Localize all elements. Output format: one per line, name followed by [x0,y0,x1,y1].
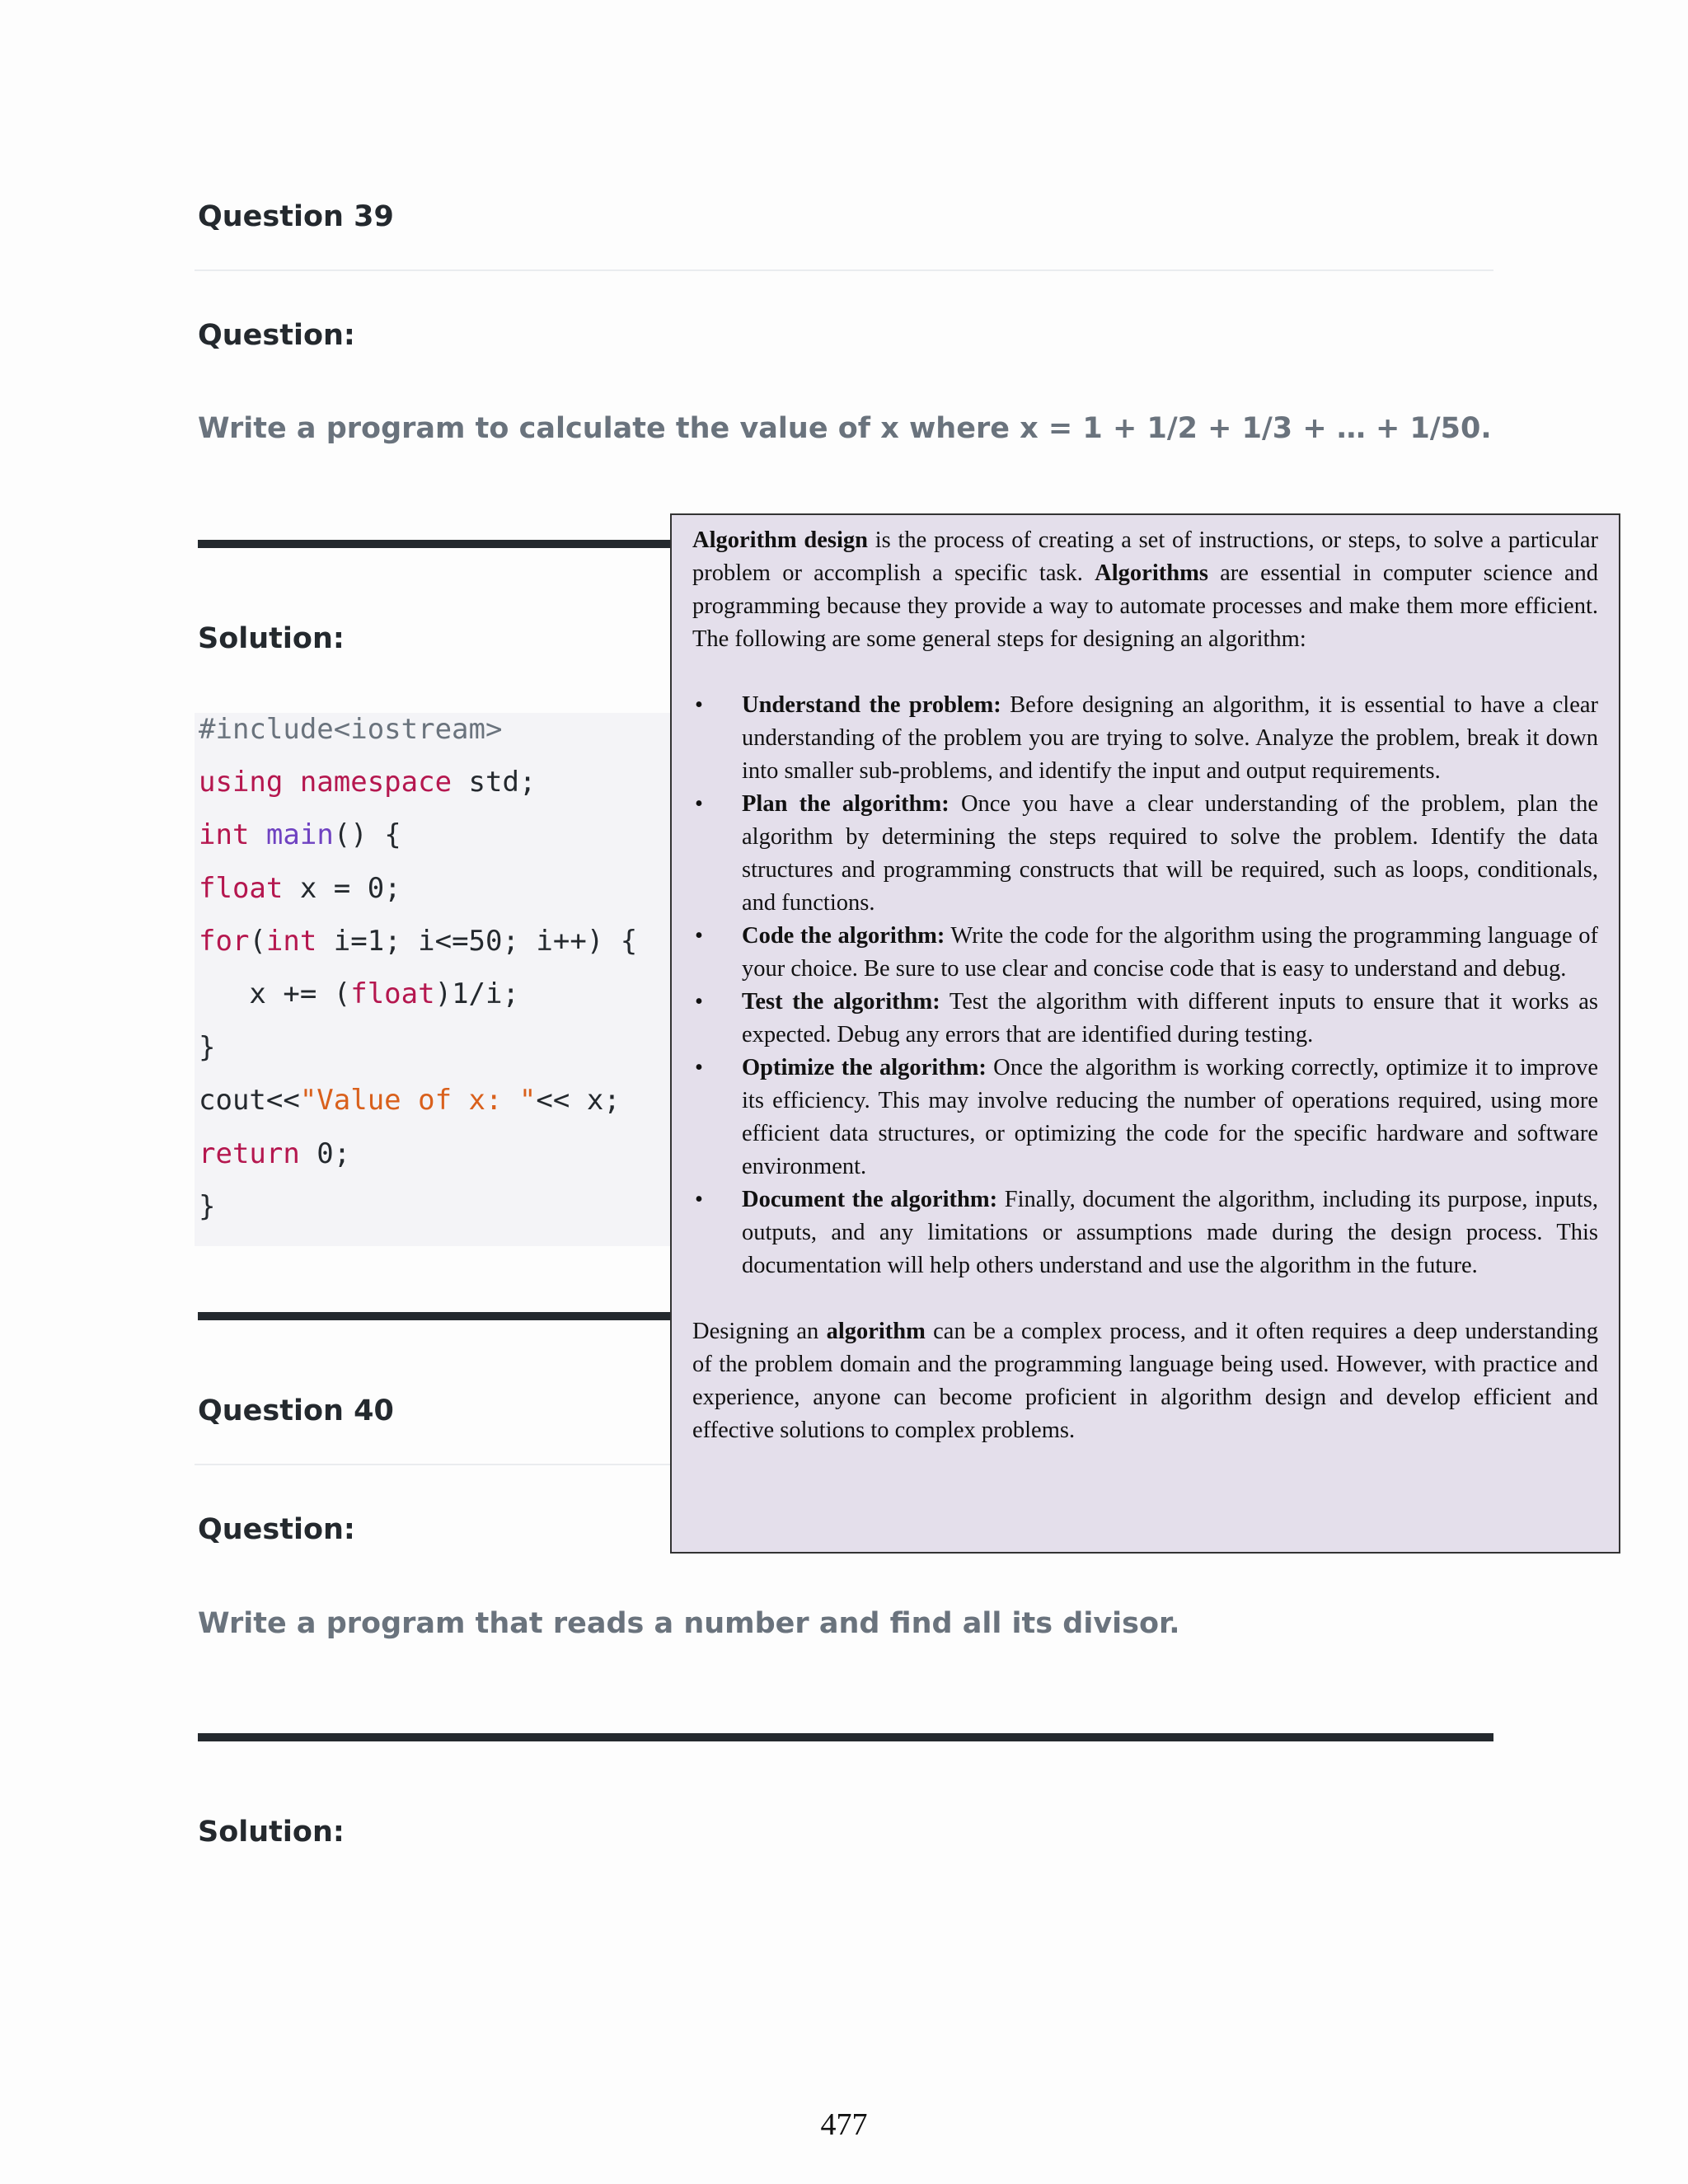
solution-label: Solution: [198,1816,345,1849]
list-item: • Test the algorithm: Test the algorithm with different inputs to ensure that it works as expected. Debug any errors that are identified during testing. [742,986,1598,1052]
bullet-icon: • [695,1187,703,1212]
section-rule [198,1733,1493,1741]
question-text: Write a program to calculate the value of x where x = 1 + 1/2 + 1/3 + … + 1/50. [198,412,1492,445]
bullet-icon: • [695,791,703,817]
question-40-heading: Question 40 [198,1394,394,1427]
list-item: • Optimize the algorithm: Once the algorithm is working correctly, optimize it to improve its efficiency. This may involve reducing the number of operations required, using more efficient data structures, or optimizing the code for the specific hardware and software environment. [742,1052,1598,1183]
code-line: using namespace std; [199,766,537,799]
list-item: • Code the algorithm: Write the code for the algorithm using the programming language of your choice. Be sure to use clear and concise code that is easy to understand and debug. [742,920,1598,986]
algorithm-design-sidebar [670,513,1620,1554]
question-label: Question: [198,1513,355,1546]
code-line: } [199,1031,216,1064]
code-line: #include<iostream> [199,713,503,746]
solution-label: Solution: [198,622,345,655]
divider [195,269,1493,271]
sidebar-outro: Designing an algorithm can be a complex process, and it often requires a deep understanding of the problem domain and the programming language being used. However, with practice and experience, anyone can become proficient in algorithm design and develop efficient and effective solutions to complex problems. [692,1319,1598,1443]
list-item: • Understand the problem: Before designing an algorithm, it is essential to have a clear understanding of the problem you are trying to solve. Analyze the problem, break it down into smaller sub-problems, and identify the input and output requirements. [742,689,1598,788]
code-line: for(int i=1; i<=50; i++) { [199,925,638,958]
question-text: Write a program that reads a number and find all its divisor. [198,1607,1180,1640]
bullet-icon: • [695,692,703,718]
question-39-heading: Question 39 [198,200,394,233]
code-line: float x = 0; [199,872,401,905]
code-line: cout<<"Value of x: "<< x; [199,1084,621,1117]
bullet-icon: • [695,1055,703,1080]
list-item: • Document the algorithm: Finally, document the algorithm, including its purpose, inputs, outputs, and any limitations or assumptions made during the design process. This documentation will help others understand and use the algorithm in the future. [742,1183,1598,1282]
page-number: 477 [820,2107,868,2142]
bullet-icon: • [695,989,703,1015]
code-line: } [199,1190,216,1223]
steps-list [692,689,1598,1282]
list-item: • Plan the algorithm: Once you have a clear understanding of the problem, plan the algorithm by determining the steps required to solve the problem. Identify the data structures and programming constructs that will be required, such as loops, conditionals, and functions. [742,788,1598,920]
bullet-icon: • [695,923,703,949]
code-line: return 0; [199,1137,351,1170]
sidebar-intro: Algorithm design is the process of creating a set of instructions, or steps, to solve a particular problem or accomplish a specific task. Algorithms are essential in computer science and programming because they provide a way to automate processes and make them more efficient. The following are some general steps for designing an algorithm: [692,527,1598,652]
code-line: int main() { [199,818,401,851]
code-line: x += (float)1/i; [199,977,519,1010]
question-label: Question: [198,319,355,352]
